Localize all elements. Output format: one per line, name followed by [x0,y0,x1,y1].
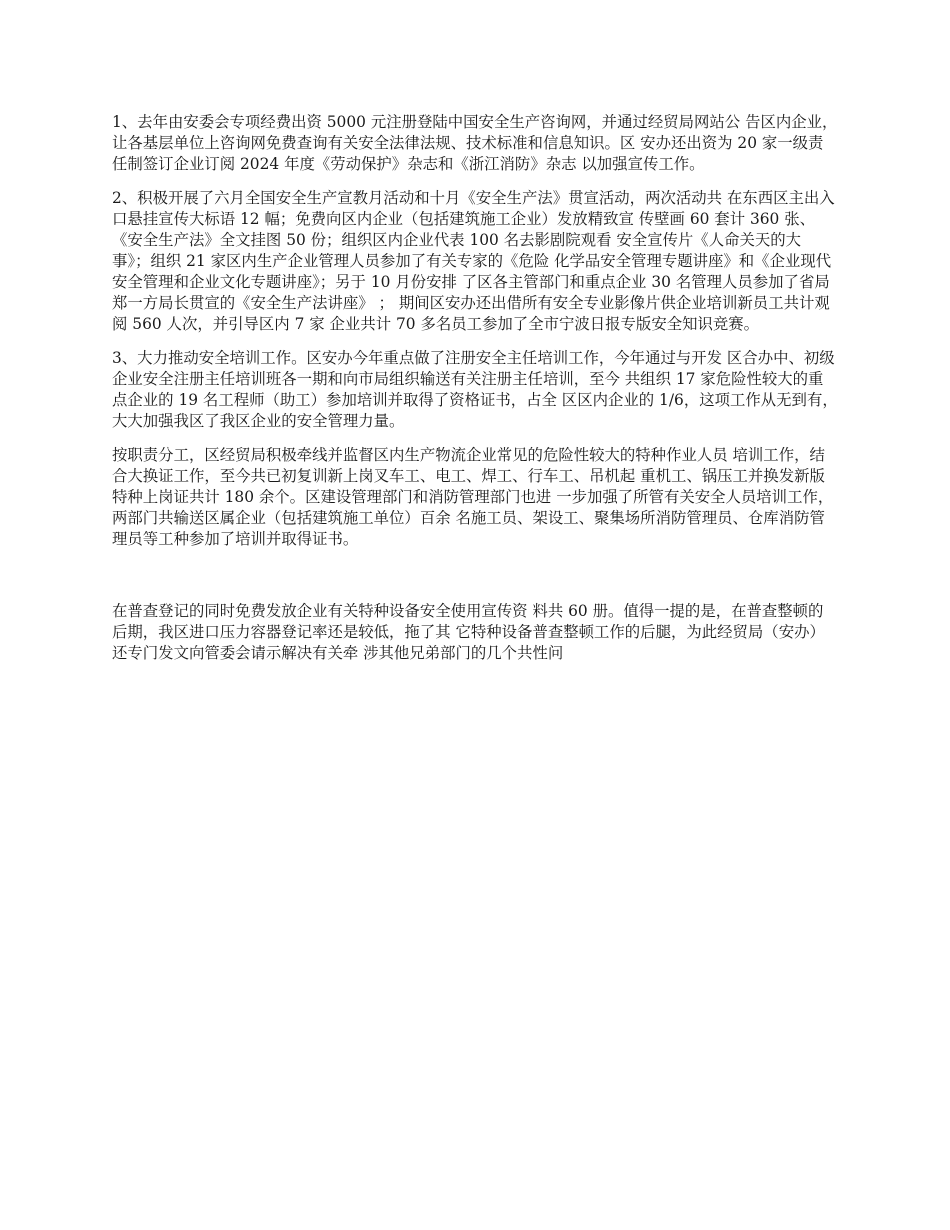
paragraph-safety-month-activities: 2、积极开展了六月全国安全生产宣教月活动和十月《安全生产法》贯宣活动，两次活动共 在东西区主出入口悬挂宣传大标语 12 幅；免费向区内企业（包括建筑施工企业）发放精致宣 传壁画 60 套计 360 张、《安全生产法》全文挂图 50 份；组织区内企业代表 100 名去影剧院观看 安全宣传片《人命关天的大事》；组织 21 家区内生产企业管理人员参加了有关专家的《危险 化学品安全管理专题讲座》和《企业现代安全管理和企业文化专题讲座》；另于 10 月份安排 了区各主管部门和重点企业 30 名管理人员参加了省局郑一方局长贯宣的《安全生产法讲座》 ； 期间区安办还出借所有安全专业影像片供企业培训新员工共计观阅 560 人次，并引导区内 7 家 企业共计 70 多名员工参加了全市宁波日报专版安全知识竞赛。 [112,189,835,333]
document-page [112,112,838,677]
paragraph-safety-training: 3、大力推动安全培训工作。区安办今年重点做了注册安全主任培训工作，今年通过与开发 区合办中、初级企业安全注册主任培训班各一期和向市局组织输送有关注册主任培训，至今 共组织 17 家危险性较大的重点企业的 19 名工程师（助工）参加培训并取得了资格证书，占全 区区内企业的 1/6，这项工作从无到有，大大加强我区了我区企业的安全管理力量。 [112,349,838,430]
paragraph-publicity-funding: 1、去年由安委会专项经费出资 5000 元注册登陆中国安全生产咨询网，并通过经贸局网站公 告区内企业，让各基层单位上咨询网免费查询有关安全法律法规、技术标准和信息知识。区 安办还出资为 20 家一级责任制签订企业订阅 2024 年度《劳动保护》杂志和《浙江消防》杂志 以加强宣传工作。 [112,113,838,173]
paragraph-gap [112,563,838,601]
paragraph-special-operations-training: 按职责分工，区经贸局积极牵线并监督区内生产物流企业常见的危险性较大的特种作业人员 培训工作，结合大换证工作，至今共已初复训新上岗叉车工、电工、焊工、行车工、吊机起 重机工、锅压工并换发新版特种上岗证共计 180 余个。区建设管理部门和消防管理部门也进 一步加强了所管有关安全人员培训工作，两部门共输送区属企业（包括建筑施工单位）百余 名施工员、架设工、聚集场所消防管理员、仓库消防管理员等工种参加了培训并取得证书。 [112,446,834,548]
paragraph-equipment-census: 在普查登记的同时免费发放企业有关特种设备安全使用宣传资 料共 60 册。值得一提的是，在普查整顿的后期，我区进口压力容器登记率还是较低，拖了其 它特种设备普查整顿工作的后腿，为此经贸局（安办）还专门发文向管委会请示解决有关牵 涉其他兄弟部门的几个共性问 [112,602,825,662]
